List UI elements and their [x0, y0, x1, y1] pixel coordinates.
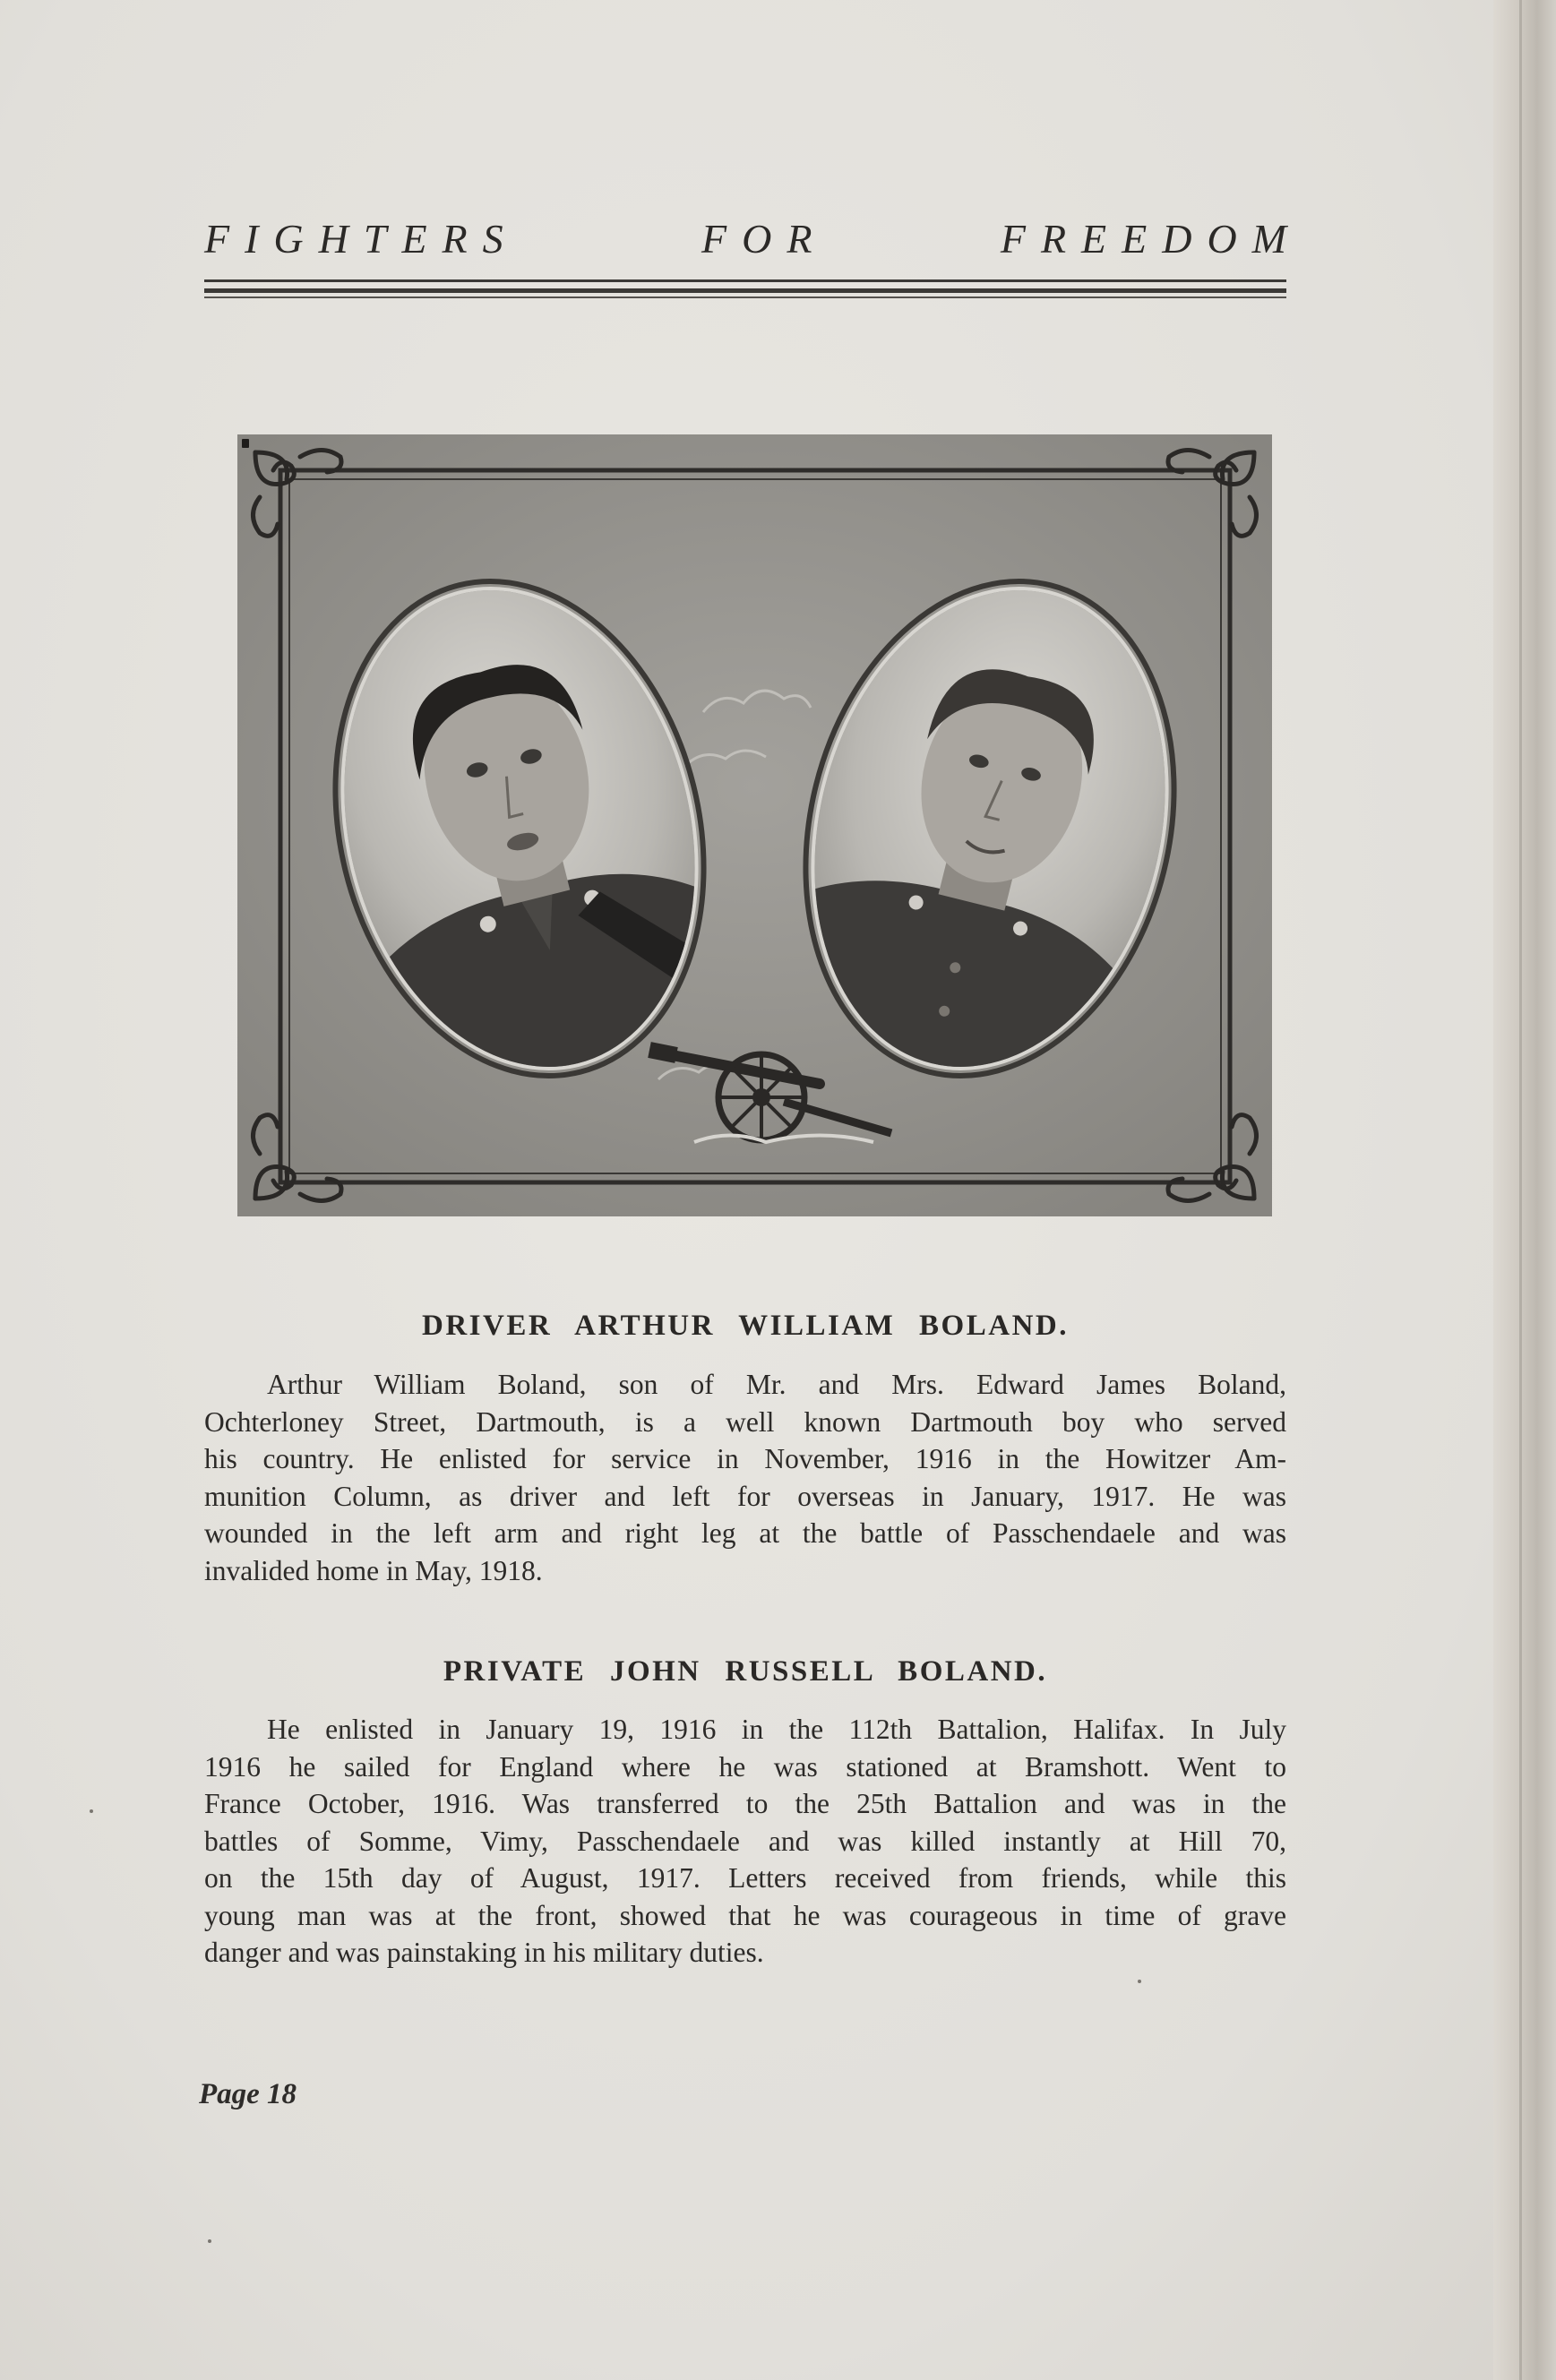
paragraph-line: his country. He enlisted for service in November, 1916 in the Howitzer Am-	[204, 1443, 1286, 1474]
paper-speck	[90, 1809, 93, 1813]
paragraph-line: young man was at the front, showed that he was courageous in time of grave	[204, 1899, 1286, 1931]
running-header-right: FREEDOM	[1000, 216, 1302, 262]
paragraph-line: wounded in the left arm and right leg at the battle of Passchendaele and was	[204, 1517, 1286, 1549]
header-rule-bottom	[204, 296, 1286, 298]
paragraph-line: 1916 he sailed for England where he was stationed at Bramshott. Went to	[204, 1750, 1286, 1783]
page-spine-edge	[1519, 0, 1522, 2380]
entry-heading-private: PRIVATE JOHN RUSSELL BOLAND.	[443, 1655, 1048, 1688]
paragraph-line: He enlisted in January 19, 1916 in the 112th Battalion, Halifax. In July	[267, 1714, 1286, 1745]
portrait-plate	[237, 434, 1272, 1216]
running-header-center: FOR	[701, 216, 828, 262]
entry-paragraph-driver	[204, 1366, 1286, 1589]
entry-heading-driver: DRIVER ARTHUR WILLIAM BOLAND.	[422, 1310, 1069, 1342]
paper-speck	[242, 439, 249, 448]
running-header-left: FIGHTERS	[204, 216, 519, 262]
page-number: Page 18	[199, 2078, 297, 2110]
header-rule-middle	[204, 288, 1286, 293]
page-spine-shadow	[1493, 0, 1556, 2380]
paragraph-line: Arthur William Boland, son of Mr. and Mrs. Edward James Boland,	[267, 1369, 1286, 1400]
paragraph-line: munition Column, as driver and left for overseas in January, 1917. He was	[204, 1480, 1286, 1512]
header-rule-top	[204, 279, 1286, 282]
entry-paragraph-private	[204, 1711, 1286, 1972]
paper-speck	[208, 2239, 211, 2243]
paper-speck	[1138, 1980, 1141, 1983]
paragraph-line: on the 15th day of August, 1917. Letters received from friends, while this	[204, 1862, 1286, 1894]
paragraph-line: battles of Somme, Vimy, Passchendaele and was killed instantly at Hill 70,	[204, 1825, 1286, 1857]
paragraph-line: danger and was painstaking in his military duties.	[204, 1937, 764, 1968]
paragraph-line: Ochterloney Street, Dartmouth, is a well known Dartmouth boy who served	[204, 1405, 1286, 1438]
paragraph-line: invalided home in May, 1918.	[204, 1554, 543, 1586]
paragraph-line: France October, 1916. Was transferred to the 25th Battalion and was in the	[204, 1788, 1286, 1819]
running-header	[204, 215, 1302, 278]
